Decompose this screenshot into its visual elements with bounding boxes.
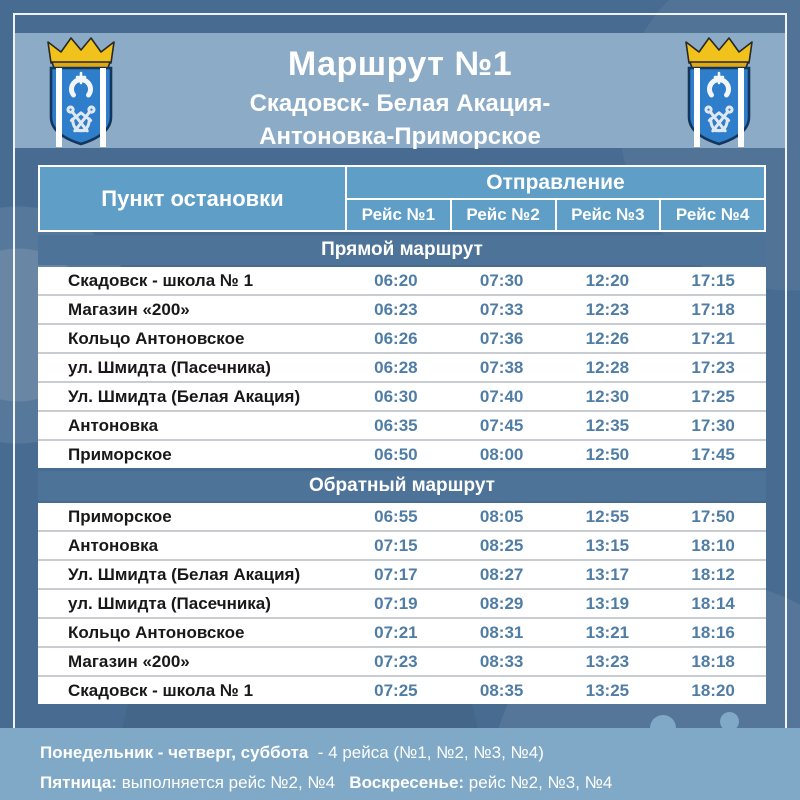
- departure-time: 07:17: [374, 564, 418, 584]
- departure-time: 06:30: [374, 386, 418, 406]
- departure-time: 07:23: [374, 651, 418, 671]
- stops-column-header: Пункт остановки: [40, 167, 345, 230]
- departure-column-header: Отправление: [347, 167, 764, 198]
- departure-time: 07:38: [479, 357, 524, 377]
- trip-4-header: Рейс №4: [661, 200, 764, 230]
- table-row: [38, 561, 766, 590]
- departure-time: 12:20: [585, 270, 630, 290]
- departure-time: 06:28: [374, 357, 418, 377]
- table-row: [38, 503, 766, 532]
- stop-name: Магазин «200»: [68, 651, 190, 671]
- departure-time: 06:20: [374, 270, 418, 290]
- section-rows: [38, 503, 766, 704]
- stop-name: Приморское: [68, 444, 172, 464]
- departure-time: 08:25: [479, 535, 524, 555]
- friday-detail: выполняется рейс №2, №4: [116, 773, 350, 792]
- departure-time: 17:45: [691, 444, 735, 464]
- sunday-detail: рейс №2, №3, №4: [464, 773, 613, 792]
- departure-time: 08:31: [479, 622, 524, 642]
- timetable-header: [38, 165, 766, 232]
- table-row: [38, 532, 766, 561]
- timetable: [38, 165, 766, 704]
- departure-time: 17:25: [691, 386, 735, 406]
- stop-name: Скадовск - школа № 1: [68, 680, 254, 700]
- stop-name: Антоновка: [68, 535, 159, 555]
- departure-time: 13:15: [585, 535, 630, 555]
- table-row: [38, 412, 766, 441]
- departure-time: 18:16: [691, 622, 735, 642]
- stop-name: Приморское: [68, 506, 172, 526]
- stop-name: Ул. Шмидта (Белая Акация): [68, 564, 301, 584]
- table-row: [38, 296, 766, 325]
- departure-time: 06:26: [374, 328, 418, 348]
- departure-time: 08:00: [479, 444, 524, 464]
- trip-1-header: Рейс №1: [347, 200, 450, 230]
- weekdays-label: Понедельник - четверг, суббота: [40, 743, 309, 762]
- section-rows: [38, 267, 766, 468]
- table-row: [38, 267, 766, 296]
- departure-time: 13:19: [585, 593, 630, 613]
- departure-time: 17:21: [691, 328, 735, 348]
- route-subtitle: [15, 87, 785, 153]
- departure-time: 07:15: [374, 535, 418, 555]
- departure-time: 13:23: [585, 651, 630, 671]
- stop-name: ул. Шмидта (Пасечника): [68, 357, 271, 377]
- footer-line-weekdays: [40, 738, 800, 768]
- departure-time: 18:10: [691, 535, 735, 555]
- table-row: [38, 325, 766, 354]
- departure-time: 17:18: [691, 299, 735, 319]
- departure-time: 06:55: [374, 506, 418, 526]
- route-title: Маршрут №1: [287, 45, 513, 83]
- stop-name: ул. Шмидта (Пасечника): [68, 593, 271, 613]
- stop-name: Кольцо Антоновское: [68, 622, 245, 642]
- friday-label: Пятница:: [40, 773, 117, 792]
- departure-time: 12:35: [585, 415, 630, 435]
- header: [15, 33, 785, 148]
- departure-time: 07:40: [479, 386, 524, 406]
- table-row: [38, 590, 766, 619]
- departure-time: 17:50: [691, 506, 735, 526]
- stop-name: Кольцо Антоновское: [68, 328, 245, 348]
- sunday-label: Воскресенье:: [349, 773, 465, 792]
- footer-line-friday-sunday: [40, 768, 800, 798]
- table-row: [38, 441, 766, 468]
- departure-time: 18:12: [691, 564, 735, 584]
- departure-time: 17:30: [691, 415, 735, 435]
- table-row: [38, 677, 766, 704]
- departure-time: 18:18: [691, 651, 735, 671]
- departure-time: 18:20: [691, 680, 735, 700]
- departure-time: 07:33: [479, 299, 524, 319]
- departure-time: 13:21: [585, 622, 630, 642]
- stop-name: Магазин «200»: [68, 299, 190, 319]
- departure-time: 08:29: [479, 593, 524, 613]
- departure-time: 06:50: [374, 444, 418, 464]
- departure-time: 12:50: [585, 444, 630, 464]
- stop-name: Скадовск - школа № 1: [68, 270, 254, 290]
- departure-time: 12:23: [585, 299, 630, 319]
- table-row: [38, 383, 766, 412]
- stop-name: Антоновка: [68, 415, 159, 435]
- departure-time: 12:30: [585, 386, 630, 406]
- departure-time: 13:25: [585, 680, 630, 700]
- route-subtitle-line2: Антоновка-Приморское: [259, 123, 541, 150]
- departure-time: 07:45: [479, 415, 524, 435]
- departure-time: 17:15: [691, 270, 735, 290]
- trip-2-header: Рейс №2: [452, 200, 555, 230]
- section-title: Обратный маршрут: [38, 471, 766, 501]
- departure-time: 13:17: [585, 564, 630, 584]
- table-row: [38, 354, 766, 383]
- departure-time: 12:55: [585, 506, 630, 526]
- departure-time: 07:25: [374, 680, 418, 700]
- departure-time: 06:35: [374, 415, 418, 435]
- table-row: [38, 619, 766, 648]
- trip-3-header: Рейс №3: [557, 200, 660, 230]
- departure-time: 18:14: [691, 593, 735, 613]
- departure-time: 12:26: [585, 328, 630, 348]
- weekdays-detail: - 4 рейса (№1, №2, №3, №4): [308, 743, 544, 762]
- footer-notes: [0, 728, 800, 800]
- departure-time: 07:30: [479, 270, 524, 290]
- departure-time: 08:35: [479, 680, 524, 700]
- departure-time: 07:36: [479, 328, 524, 348]
- stop-name: Ул. Шмидта (Белая Акация): [68, 386, 301, 406]
- timetable-sections: [38, 235, 766, 704]
- departure-time: 08:33: [479, 651, 524, 671]
- departure-time: 08:27: [479, 564, 524, 584]
- departure-time: 07:19: [374, 593, 418, 613]
- departure-time: 17:23: [691, 357, 735, 377]
- route-subtitle-line1: Скадовск- Белая Акация-: [249, 90, 551, 117]
- departure-time: 08:05: [479, 506, 524, 526]
- table-row: [38, 648, 766, 677]
- departure-time: 12:28: [585, 357, 630, 377]
- departure-time: 07:21: [374, 622, 418, 642]
- section-title: Прямой маршрут: [38, 235, 766, 265]
- departure-time: 06:23: [374, 299, 418, 319]
